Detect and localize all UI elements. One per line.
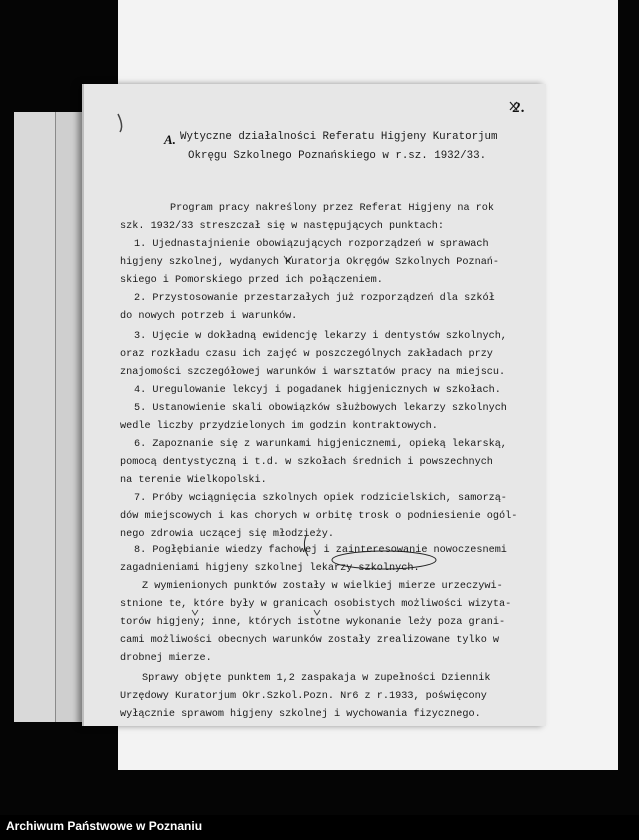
text-line: nego zdrowia uczącej się młodzieży.: [120, 529, 334, 540]
text-line: 3. Ujęcie w dokładną ewidencję lekarzy i dentystów szkolnych,: [134, 331, 507, 342]
text-line: stnione te, które były w granicach osobistych możliwości wizyta-: [120, 599, 512, 610]
text-line: wyłącznie sprawom higjeny szkolnej i wychowania fizycznego.: [120, 709, 481, 720]
typed-document-body: [84, 84, 546, 726]
text-line: oraz rozkładu czasu ich zajęć w poszczególnych zakładach przy: [120, 349, 493, 360]
document-page: [82, 84, 546, 726]
text-line: cami możliwości obecnych warunków zostały zrealizowane tylko w: [120, 635, 500, 646]
text-line: wedle liczby przydzielonych im godzin kontraktowych.: [120, 421, 438, 432]
text-line: 2. Przystosowanie przestarzałych już rozporządzeń dla szkół: [134, 293, 495, 304]
text-line: zagadnieniami higjeny szkolnej lekarzy szkolnych.: [120, 563, 420, 574]
text-line: dów miejscowych i kas chorych w orbitę trosk o podniesienie ogól-: [120, 511, 518, 522]
text-line: szk. 1932/33 streszczał się w następujących punktach:: [120, 221, 445, 232]
text-line: 5. Ustanowienie skali obowiązków służbowych lekarzy szkolnych: [134, 403, 507, 414]
text-line: higjeny szkolnej, wydanych Kuratorja Okręgów Szkolnych Poznań-: [120, 257, 500, 268]
document-title-line: Wytyczne działalności Referatu Higjeny Kuratorjum: [180, 131, 498, 143]
text-line: skiego i Pomorskiego przed ich połączeniem.: [120, 275, 383, 286]
text-line: 4. Uregulowanie lekcyj i pogadanek higjenicznych w szkołach.: [134, 385, 501, 396]
text-line: Program pracy nakreślony przez Referat Higjeny na rok: [170, 203, 495, 214]
archive-footer: [0, 815, 639, 840]
text-line: pomocą dentystyczną i t.d. w szkołach średnich i powszechnych: [120, 457, 493, 468]
text-line: drobnej mierze.: [120, 653, 212, 664]
document-title-line: Okręgu Szkolnego Poznańskiego w r.sz. 1932/33.: [188, 150, 487, 162]
text-line: na terenie Wielkopolski.: [120, 475, 267, 486]
text-line: Sprawy objęte punktem 1,2 zaspakaja w zupełności Dziennik: [142, 673, 491, 684]
text-line: Z wymienionych punktów zostały w wielkiej mierze urzeczywi-: [142, 581, 503, 592]
text-line: 6. Zapoznanie się z warunkami higjenicznemi, opieką lekarską,: [134, 439, 507, 450]
text-line: torów higjeny; inne, których istotne wykonanie leży poza grani-: [120, 617, 506, 628]
text-line: do nowych potrzeb i warunków.: [120, 311, 298, 322]
text-line: 1. Ujednastajnienie obowiązujących rozporządzeń w sprawach: [134, 239, 489, 250]
text-line: 7. Próby wciągnięcia szkolnych opiek rodzicielskich, samorzą-: [134, 493, 507, 504]
archive-caption: Archiwum Państwowe w Poznaniu: [6, 819, 203, 833]
text-line: 8. Pogłębianie wiedzy fachowej i zainteresowanie nowoczesnemi: [134, 545, 507, 556]
section-letter: A.: [164, 132, 176, 147]
page-number: 2.: [512, 100, 526, 116]
text-line: znajomości szczegółowej warunków i warsztatów pracy na miejscu.: [120, 367, 506, 378]
text-line: Urzędowy Kuratorjum Okr.Szkol.Pozn. Nr6 z r.1933, poświęcony: [120, 691, 487, 702]
